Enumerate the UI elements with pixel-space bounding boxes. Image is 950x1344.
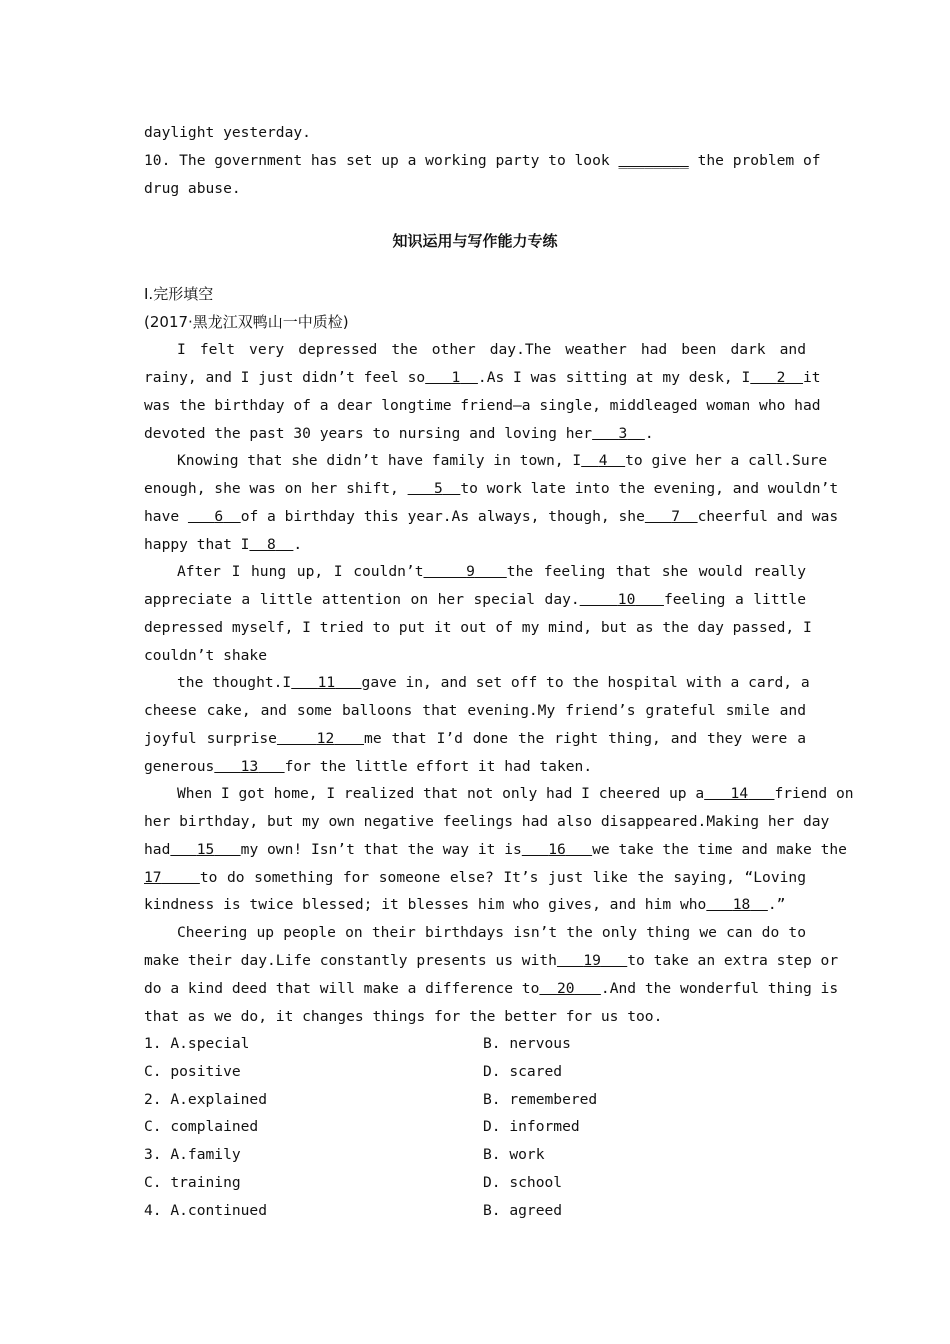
text: to do something for someone else? It’s just like the saying, “Loving: [199, 869, 806, 886]
text: friend on: [774, 785, 854, 802]
passage-line: cheese cake, and some balloons that evening.My friend’s grateful smile and: [144, 702, 806, 719]
passage-line: couldn’t shake: [144, 647, 268, 664]
text: .As I was sitting at my desk, I: [477, 369, 751, 386]
passage-line: I felt very depressed the other day.The weather had been dark and: [177, 341, 806, 358]
question-10-line: [144, 150, 821, 172]
blank-13: 13: [240, 758, 259, 775]
passage-line: [177, 672, 810, 694]
text: .And the wonderful thing is: [600, 980, 839, 997]
passage-line: [177, 450, 828, 472]
passage-line: [144, 478, 839, 500]
blank-10: 10: [617, 591, 636, 608]
blank-11: 11: [317, 674, 336, 691]
option-right: B. nervous: [483, 1035, 571, 1052]
passage-line: [144, 728, 806, 750]
text: had: [144, 841, 171, 858]
text: Knowing that she didn’t have family in town, I: [177, 452, 582, 469]
text: we take the time and make the: [592, 841, 847, 858]
section-title: 知识运用与写作能力专练: [392, 232, 558, 250]
text: of a birthday this year.As always, though, she: [240, 508, 645, 525]
text: After I hung up, I couldn’t: [177, 563, 424, 580]
passage-line: [144, 978, 839, 1000]
passage-line: depressed myself, I tried to put it out of my mind, but as the day passed, I: [144, 619, 812, 636]
text: rainy, and I just didn’t feel so: [144, 369, 426, 386]
text: kindness is twice blessed; it blesses him who gives, and him who: [144, 896, 707, 913]
text: generous: [144, 758, 215, 775]
blank-12: 12: [316, 730, 335, 747]
passage-line: [144, 506, 839, 528]
text: make their day.Life constantly presents us with: [144, 952, 557, 969]
text: to take an extra step or: [627, 952, 839, 969]
passage-line: [144, 367, 821, 389]
blank-2: 2: [776, 369, 786, 386]
passage-line: [144, 839, 847, 861]
passage-line: [144, 894, 806, 916]
passage-line: [144, 950, 839, 972]
passage-line: that as we do, it changes things for the better for us too.: [144, 1008, 663, 1025]
text: happy that I: [144, 536, 250, 553]
passage-line: [144, 589, 806, 611]
blank-5: 5: [433, 480, 443, 497]
option-right: B. remembered: [483, 1091, 598, 1108]
source-label: (2017·黑龙江双鸭山一中质检): [144, 313, 349, 331]
text: When I got home, I realized that not only had I cheered up a: [177, 785, 705, 802]
option-left: 1. A.special: [144, 1035, 250, 1052]
blank-1: 1: [451, 369, 461, 386]
blank-4: 4: [598, 452, 608, 469]
blank-18: 18: [732, 896, 751, 913]
blank-14: 14: [730, 785, 749, 802]
passage-line: [144, 756, 806, 778]
text: 10. The government has set up a working party to look: [144, 152, 610, 169]
blank-9: 9: [466, 563, 475, 580]
text-line: drug abuse.: [144, 180, 241, 197]
option-right: B. agreed: [483, 1202, 563, 1219]
option-left: C. positive: [144, 1063, 241, 1080]
passage-line: [177, 783, 854, 805]
text: to work late into the evening, and wouldn’t: [460, 480, 839, 497]
text: me that I’d done the right thing, and they were a: [364, 730, 806, 747]
text-line: daylight yesterday.: [144, 124, 311, 141]
option-left: C. complained: [144, 1118, 259, 1135]
text: my own! Isn’t that the way it is: [240, 841, 522, 858]
passage-line: [144, 867, 806, 889]
text: .”: [767, 896, 786, 913]
passage-line: [144, 534, 806, 556]
text: the feeling that she would really: [506, 563, 806, 580]
option-left: 3. A.family: [144, 1146, 241, 1163]
text: joyful surprise: [144, 730, 277, 747]
blank-6: 6: [214, 508, 224, 525]
blank-3: 3: [618, 425, 628, 442]
passage-line: was the birthday of a dear longtime friend—a single, middleaged woman who had: [144, 397, 821, 414]
blank: ________: [618, 152, 689, 169]
part-label: Ⅰ.完形填空: [144, 285, 214, 303]
passage-line: Cheering up people on their birthdays isn’t the only thing we can do to: [177, 924, 806, 941]
option-left: 4. A.continued: [144, 1202, 268, 1219]
text: do a kind deed that will make a difference to: [144, 980, 540, 997]
text: gave in, and set off to the hospital with a card, a: [361, 674, 810, 691]
blank-15: 15: [196, 841, 215, 858]
option-right: D. scared: [483, 1063, 563, 1080]
passage-line: [144, 423, 806, 445]
text: to give her a call.Sure: [625, 452, 828, 469]
option-left: 2. A.explained: [144, 1091, 268, 1108]
option-right: D. school: [483, 1174, 563, 1191]
text: .: [644, 425, 654, 442]
passage-line: [177, 561, 806, 583]
text: devoted the past 30 years to nursing and loving her: [144, 425, 593, 442]
blank-8: 8: [267, 536, 276, 553]
option-right: D. informed: [483, 1118, 580, 1135]
option-right: B. work: [483, 1146, 545, 1163]
blank-20: 20: [556, 980, 575, 997]
text: the thought.I: [177, 674, 292, 691]
text: .: [293, 536, 303, 553]
text: for the little effort it had taken.: [284, 758, 593, 775]
blank-7: 7: [671, 508, 681, 525]
text: feeling a little: [663, 591, 806, 608]
text: appreciate a little attention on her special day.: [144, 591, 580, 608]
blank-16: 16: [548, 841, 566, 858]
text: it: [803, 369, 821, 386]
text: the problem of: [697, 152, 821, 169]
option-left: C. training: [144, 1174, 241, 1191]
text: enough, she was on her shift,: [144, 480, 399, 497]
passage-line: her birthday, but my own negative feelings had also disappeared.Making her day: [144, 813, 830, 830]
text: have: [144, 508, 180, 525]
blank-19: 19: [583, 952, 601, 969]
blank-17: 17: [144, 869, 162, 886]
text: cheerful and was: [697, 508, 839, 525]
